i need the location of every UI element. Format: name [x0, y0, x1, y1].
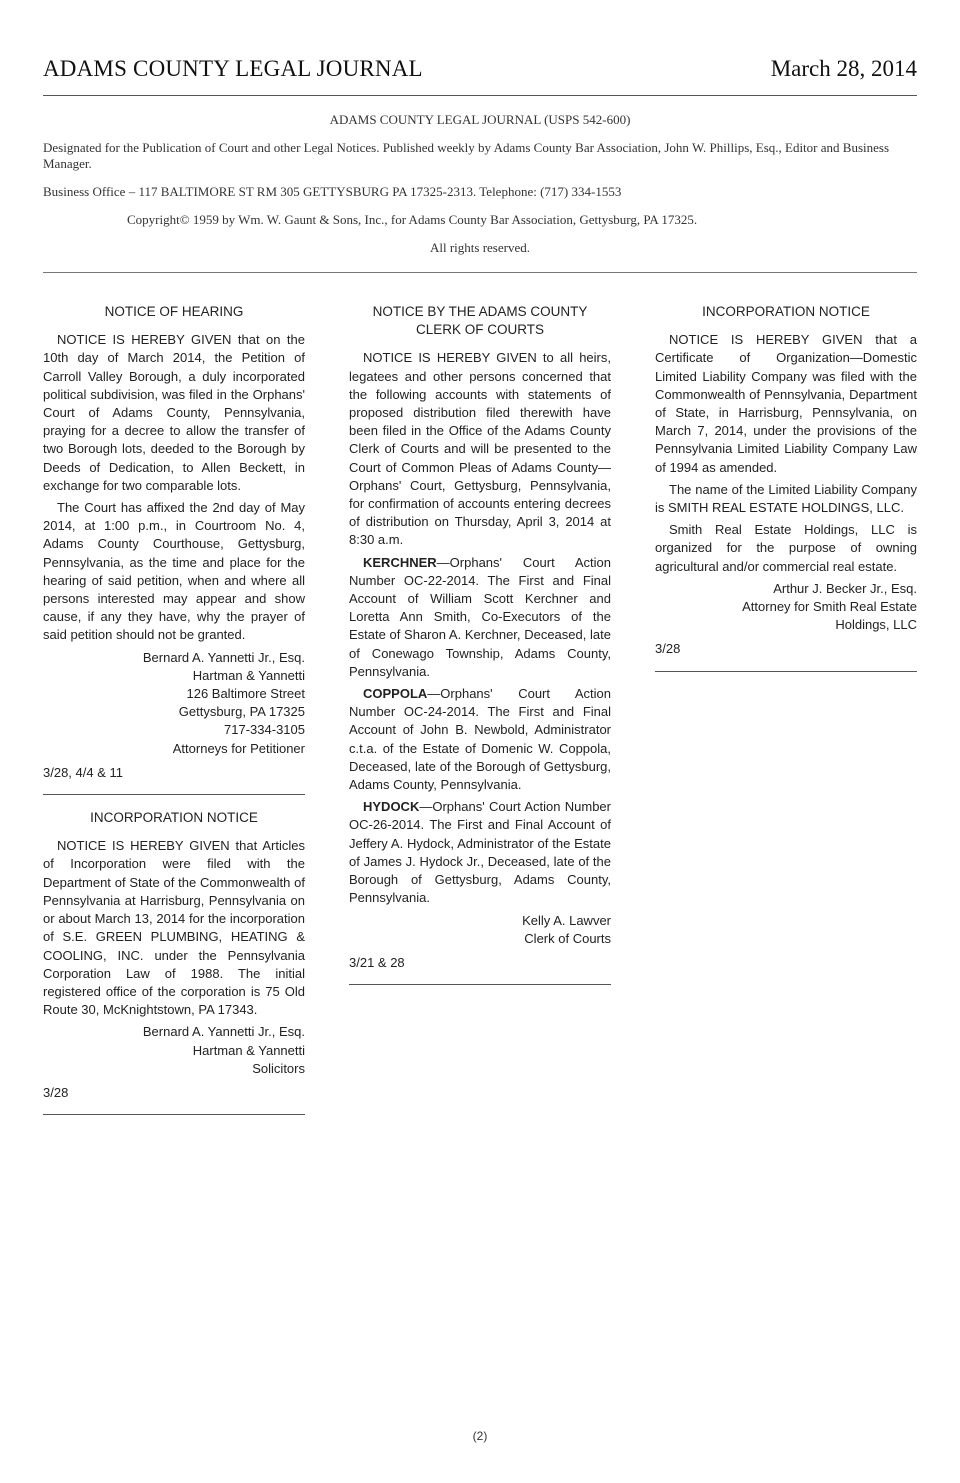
- notice-divider: [43, 794, 305, 795]
- notice-divider: [349, 984, 611, 985]
- publication-dates: 3/21 & 28: [349, 954, 405, 970]
- notice-divider: [43, 1114, 305, 1115]
- column-right: [655, 303, 917, 686]
- page-number: (2): [472, 1429, 488, 1443]
- notice-heading: NOTICE OF HEARING: [104, 304, 244, 319]
- estate-text: —Orphans' Court Action Number OC-26-2014. The First and Final Account of Jeffery A. Hydock, Administrator of the Estate of James J. Hydock Jr., Deceased, late of the Borough of Gettysburg, Adams County, Pennsylvania.: [349, 799, 611, 906]
- notice-paragraph: The Court has affixed the 2nd day of May 2014, at 1:00 p.m., in Courtroom No. 4, Adams County Courthouse, Gettysburg, Pennsylvania, as the time and place for the hearing of said petition, when and where all persons interested may appear and show cause, if any they have, why the prayer of said petition should not be granted.: [43, 500, 305, 643]
- notice-paragraph: NOTICE IS HEREBY GIVEN that on the 10th day of March 2014, the Petition of Carroll Valley Borough, a duly incorporated political subdivision, was filed in the Orphans' Court of Adams County, Pennsylvania, praying for a decree to allow the transfer of two Borough lots, deeded to the Borough by Deeds of Dedication, to Allen Beckett, in exchange for two comparable lots.: [43, 332, 305, 493]
- business-office-text: Business Office – 117 BALTIMORE ST RM 305 GETTYSBURG PA 17325-2313. Telephone: (717) 334-1553: [43, 184, 622, 199]
- signature-line: 717-334-3105: [224, 722, 305, 738]
- notice-paragraph: NOTICE IS HEREBY GIVEN to all heirs, legatees and other persons concerned that the following accounts with statements of proposed distribution filed therewith have been filed in the Office of the Adams County Clerk of Courts and will be presented to the Court of Common Pleas of Adams County—Orphans' Court, Gettysburg, Pennsylvania, for confirmation of accounts entering decrees of distribution on Thursday, April 3, 2014 at 8:30 a.m.: [349, 350, 611, 548]
- rights-text: All rights reserved.: [429, 240, 530, 255]
- estate-text: —Orphans' Court Action Number OC-22-2014. The First and Final Account of William Scott Kerchner and Loretta Ann Smith, Co-Executors of the Estate of Sharon A. Kerchner, Deceased, late of Conewago Township, Adams County, Pennsylvania.: [349, 554, 611, 679]
- signature-block: [655, 580, 917, 635]
- signature-block: [349, 912, 611, 948]
- signature-line: Kelly A. Lawver: [522, 912, 611, 928]
- signature-line: Bernard A. Yannetti Jr., Esq.: [142, 1024, 305, 1040]
- signature-line: Clerk of Courts: [524, 930, 611, 946]
- notice-paragraph: The name of the Limited Liability Company is SMITH REAL ESTATE HOLDINGS, LLC.: [655, 481, 917, 516]
- column-middle: [349, 303, 611, 999]
- publication-dates: 3/28: [655, 641, 681, 657]
- signature-block: [43, 1023, 305, 1078]
- estate-entry: [349, 554, 611, 681]
- masthead: [43, 56, 917, 96]
- estate-entry: [349, 685, 611, 794]
- llc-incorporation-notice: [655, 303, 917, 672]
- estate-entry: [349, 798, 611, 907]
- signature-line: Attorney for Smith Real Estate: [742, 599, 917, 615]
- signature-line: Holdings, LLC: [835, 617, 917, 633]
- incorporation-notice: [43, 809, 305, 1115]
- clerk-of-courts-notice: [349, 303, 611, 985]
- estate-text: —Orphans' Court Action Number OC-24-2014. The First and Final Account of John B. Newbold, Administrator c.t.a. of the Estate of Domenic W. Coppola, Deceased, late of the Borough of Gettysburg, Adams County, Pennsylvania.: [349, 686, 611, 793]
- designation-text: Designated for the Publication of Court and other Legal Notices. Published weekly by Adams County Bar Association, John W. Phillips, Esq., Editor and Business Manager.: [43, 140, 889, 171]
- signature-line: 126 Baltimore Street: [186, 686, 305, 702]
- header-divider: [43, 272, 917, 273]
- notice-paragraph: Smith Real Estate Holdings, LLC is organized for the purpose of owning agricultural and/or commercial real estate.: [655, 522, 917, 574]
- heading-line: CLERK OF COURTS: [415, 322, 545, 338]
- signature-line: Attorneys for Petitioner: [172, 740, 305, 756]
- notice-of-hearing: [43, 303, 305, 795]
- notice-divider: [655, 671, 917, 672]
- publication-info: [43, 112, 917, 256]
- signature-block: [43, 649, 305, 758]
- signature-line: Hartman & Yannetti: [192, 667, 305, 683]
- column-left: [43, 303, 305, 1129]
- signature-line: Arthur J. Becker Jr., Esq.: [773, 580, 917, 596]
- publication-dates: 3/28, 4/4 & 11: [43, 764, 123, 780]
- heading-line: NOTICE BY THE ADAMS COUNTY: [372, 304, 588, 319]
- copyright-text: Copyright© 1959 by Wm. W. Gaunt & Sons, Inc., for Adams County Bar Association, Gettysburg, PA 17325.: [127, 212, 698, 227]
- notice-heading: INCORPORATION NOTICE: [702, 304, 870, 319]
- notice-paragraph: NOTICE IS HEREBY GIVEN that a Certificate of Organization—Domestic Limited Liability Company was filed with the Commonwealth of Pennsylvania, Department of State, in Harrisburg, Pennsylvania, on March 7, 2014, under the provisions of the Pennsylvania Limited Liability Company Law of 1994 as amended.: [655, 332, 917, 475]
- signature-line: Solicitors: [252, 1060, 305, 1076]
- notice-heading: INCORPORATION NOTICE: [90, 810, 258, 826]
- estate-name: KERCHNER: [363, 554, 437, 570]
- issue-date: March 28, 2014: [770, 56, 917, 81]
- journal-title: ADAMS COUNTY LEGAL JOURNAL: [43, 56, 423, 81]
- estate-name: HYDOCK: [363, 799, 420, 815]
- signature-line: Gettysburg, PA 17325: [178, 704, 305, 720]
- notice-heading: [349, 303, 611, 339]
- masthead-line: ADAMS COUNTY LEGAL JOURNAL (USPS 542-600): [329, 112, 631, 127]
- estate-name: COPPOLA: [363, 686, 428, 702]
- signature-line: Hartman & Yannetti: [192, 1042, 305, 1058]
- signature-line: Bernard A. Yannetti Jr., Esq.: [142, 649, 305, 665]
- publication-dates: 3/28: [43, 1084, 69, 1100]
- notice-paragraph: NOTICE IS HEREBY GIVEN that Articles of Incorporation were filed with the Department of State of the Commonwealth of Pennsylvania at Harrisburg, Pennsylvania on or about March 13, 2014 for the incorporation of S.E. GREEN PLUMBING, HEATING & COOLING, INC. under the Pennsylvania Corporation Law of 1988. The initial registered office of the corporation is 75 Old Route 30, McKnightstown, PA 17343.: [43, 838, 305, 1018]
